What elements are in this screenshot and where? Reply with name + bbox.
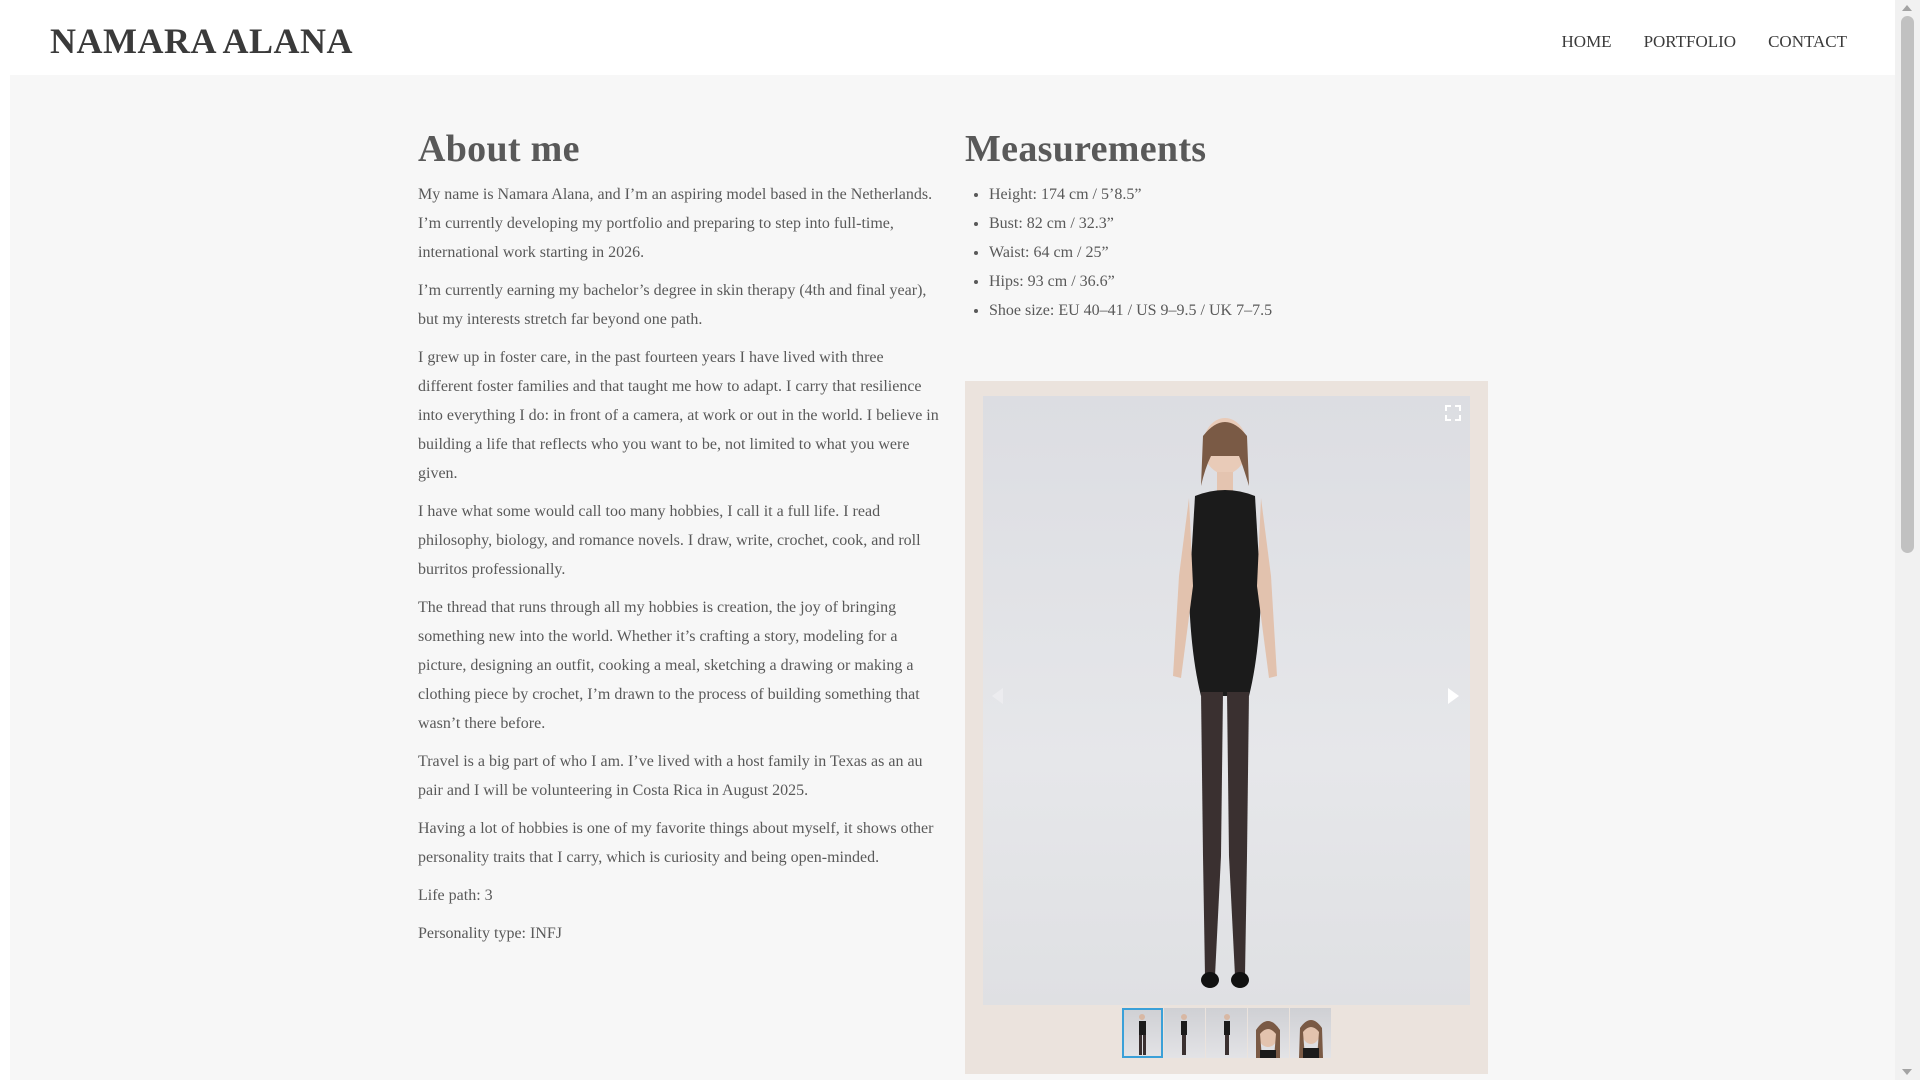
thumbnail-image: [1290, 1008, 1331, 1058]
main-nav: [1530, 32, 1847, 52]
about-paragraph: Having a lot of hobbies is one of my favorite things about myself, it shows other personality traits that I carry, which is curiosity and being open-minded.: [418, 820, 934, 866]
gallery-thumbnails: [1122, 1008, 1331, 1058]
thumbnail-image: [1164, 1008, 1205, 1058]
gallery-thumbnail[interactable]: [1164, 1008, 1205, 1058]
measurement-waist: • Waist: 64 cm / 25”: [989, 238, 1490, 267]
measurement-bust: • Bust: 82 cm / 32.3”: [989, 209, 1490, 238]
measurements-section: [965, 127, 1490, 325]
next-arrow-icon[interactable]: [1446, 686, 1462, 706]
about-section: [418, 127, 940, 957]
about-paragraph: My name is Namara Alana, and I’m an aspiring model based in the Netherlands. I’m currently developing my portfolio and preparing to step into full-time, international work starting in 2026.: [418, 186, 933, 261]
photo-gallery: [965, 381, 1488, 1074]
page-content: [10, 75, 1895, 1080]
gallery-thumbnail[interactable]: [1206, 1008, 1247, 1058]
fullscreen-icon[interactable]: [1444, 404, 1462, 422]
previous-arrow-icon[interactable]: [989, 686, 1005, 706]
measurement-height: • Height: 174 cm / 5’8.5”: [989, 180, 1490, 209]
page-scrollbar[interactable]: [1895, 0, 1920, 1080]
about-paragraph: Travel is a big part of who I am. I’ve lived with a host family in Texas as an au pair and I will be volunteering in Costa Rica in August 2025.: [418, 753, 923, 799]
scroll-up-arrow-icon[interactable]: [1902, 5, 1912, 11]
thumbnail-image: [1122, 1008, 1163, 1058]
scrollbar-thumb[interactable]: [1901, 16, 1914, 553]
model-photo: [983, 396, 1470, 1005]
nav-home[interactable]: HOME: [1561, 32, 1612, 51]
about-title: About me: [418, 128, 580, 170]
gallery-thumbnail[interactable]: [1248, 1008, 1289, 1058]
gallery-thumbnail[interactable]: [1290, 1008, 1331, 1058]
life-path: Life path: 3: [418, 887, 493, 904]
nav-contact[interactable]: CONTACT: [1768, 32, 1847, 51]
about-paragraph: I’m currently earning my bachelor’s degree in skin therapy (4th and final year), but my interests stretch far beyond one path.: [418, 282, 927, 328]
measurement-hips: • Hips: 93 cm / 36.6”: [989, 267, 1490, 296]
about-paragraph: I have what some would call too many hobbies, I call it a full life. I read philosophy, biology, and romance novels. I draw, write, crochet, cook, and roll burritos professionally.: [418, 503, 921, 578]
site-header: [0, 0, 1920, 75]
about-paragraph: I grew up in foster care, in the past fourteen years I have lived with three different foster families and that taught me how to adapt. I carry that resilience into everything I do: in front of a camera, at work or out in the world. I believe in building a life that reflects who you want to be, not limited to what you were given.: [418, 349, 939, 482]
nav-portfolio[interactable]: PORTFOLIO: [1643, 32, 1737, 51]
measurement-shoe-size: • Shoe size: EU 40–41 / US 9–9.5 / UK 7–7.5: [989, 296, 1490, 325]
thumbnail-image: [1248, 1008, 1289, 1058]
measurements-list: [965, 180, 1490, 325]
thumbnail-image: [1206, 1008, 1247, 1058]
scroll-down-arrow-icon[interactable]: [1902, 1069, 1912, 1075]
measurements-title: Measurements: [965, 128, 1207, 170]
site-logo[interactable]: NAMARA ALANA: [50, 21, 353, 61]
personality-type: Personality type: INFJ: [418, 925, 562, 942]
about-paragraph: The thread that runs through all my hobbies is creation, the joy of bringing something new into the world. Whether it’s crafting a story, modeling for a picture, designing an outfit, cooking a meal, sketching a drawing or making a clothing piece by crochet, I’m drawn to the process of building something that wasn’t there before.: [418, 599, 920, 732]
gallery-main-photo[interactable]: [983, 396, 1470, 1005]
gallery-thumbnail[interactable]: [1122, 1008, 1163, 1058]
